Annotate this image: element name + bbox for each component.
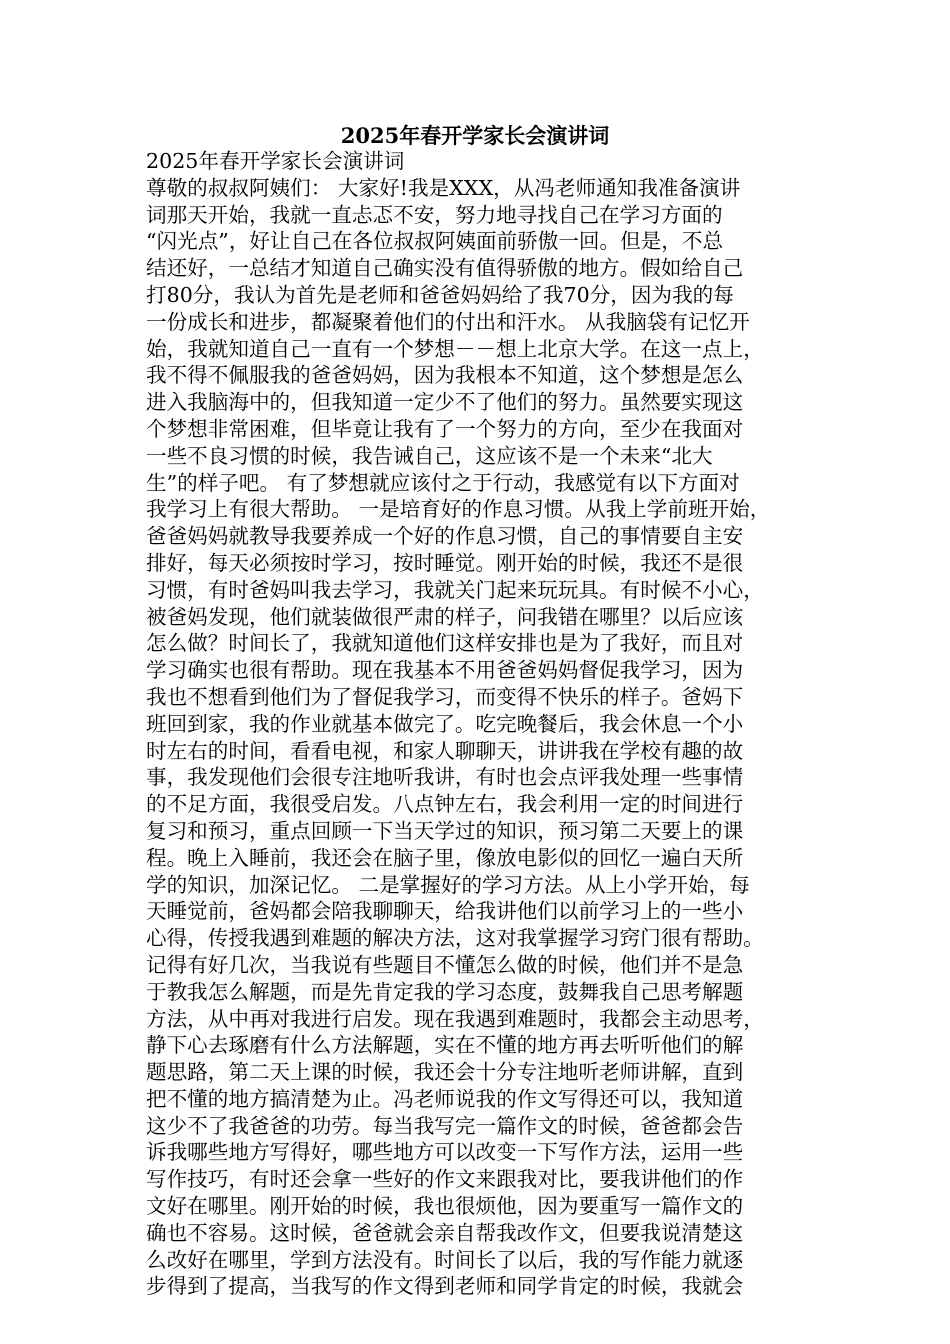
body-line: 生”的样子吧。 有了梦想就应该付之于行动，我感觉有以下方面对 xyxy=(146,470,740,495)
body-line: 个梦想非常困难，但毕竟让我有了一个努力的方向，至少在我面对 xyxy=(146,416,744,441)
body-line: 被爸妈发现，他们就装做很严肃的样子，问我错在哪里？以后应该 xyxy=(146,604,744,629)
body-line: 于教我怎么解题，而是先肯定我的学习态度，鼓舞我自己思考解题 xyxy=(146,979,744,1004)
body-line: 一份成长和进步，都凝聚着他们的付出和汗水。 从我脑袋有记忆开 xyxy=(146,309,750,334)
body-line: 习惯，有时爸妈叫我去学习，我就关门起来玩玩具。有时候不小心， xyxy=(146,577,764,602)
body-line: 爸爸妈妈就教导我要养成一个好的作息习惯，自己的事情要自主安 xyxy=(146,524,744,549)
body-line: 确也不容易。这时候，爸爸就会亲自帮我改作文，但要我说清楚这 xyxy=(146,1220,744,1245)
body-line: 进入我脑海中的，但我知道一定少不了他们的努力。虽然要实现这 xyxy=(146,390,744,415)
document-body xyxy=(146,148,822,1300)
body-line: 步得到了提高，当我写的作文得到老师和同学肯定的时候，我就会 xyxy=(146,1274,744,1299)
document-title: 2025年春开学家长会演讲词 xyxy=(340,123,610,148)
body-line: 时左右的时间，看看电视，和家人聊聊天，讲讲我在学校有趣的故 xyxy=(146,738,744,763)
body-line: 的不足方面，我很受启发。八点钟左右，我会利用一定的时间进行 xyxy=(146,792,744,817)
body-line: 事，我发现他们会很专注地听我讲，有时也会点评我处理一些事情 xyxy=(146,765,744,790)
body-line: 么改好在哪里，学到方法没有。时间长了以后，我的写作能力就逐 xyxy=(146,1247,744,1272)
body-line: 把不懂的地方搞清楚为止。冯老师说我的作文写得还可以，我知道 xyxy=(146,1086,744,1111)
body-line: 心得，传授我遇到难题的解决方法，这对我掌握学习窍门很有帮助。 xyxy=(146,926,764,951)
body-line: 我学习上有很大帮助。 一是培育好的作息习惯。从我上学前班开始， xyxy=(146,497,771,522)
body-line: 班回到家，我的作业就基本做完了。吃完晚餐后，我会休息一个小 xyxy=(146,711,744,736)
body-line: 学的知识，加深记忆。 二是掌握好的学习方法。从上小学开始，每 xyxy=(146,872,750,897)
body-line: 我不得不佩服我的爸爸妈妈，因为我根本不知道，这个梦想是怎么 xyxy=(146,363,744,388)
body-line: 结还好，一总结才知道自己确实没有值得骄傲的地方。假如给自己 xyxy=(146,256,744,281)
body-line: 程。晚上入睡前，我还会在脑子里，像放电影似的回忆一遍白天所 xyxy=(146,845,744,870)
body-line: 怎么做？时间长了，我就知道他们这样安排也是为了我好，而且对 xyxy=(146,631,744,656)
body-line: 打80分，我认为首先是老师和爸爸妈妈给了我70分，因为我的每 xyxy=(146,282,734,307)
body-line: 方法，从中再对我进行启发。现在我遇到难题时，我都会主动思考， xyxy=(146,1006,764,1031)
body-line: 诉我哪些地方写得好，哪些地方可以改变一下写作方法，运用一些 xyxy=(146,1140,744,1165)
body-line: 记得有好几次，当我说有些题目不懂怎么做的时候，他们并不是急 xyxy=(146,952,744,977)
body-line: 尊敬的叔叔阿姨们： 大家好!我是XXX，从冯老师通知我准备演讲 xyxy=(146,175,741,200)
body-line: 题思路，第二天上课的时候，我还会十分专注地听老师讲解，直到 xyxy=(146,1060,744,1085)
body-line: 写作技巧，有时还会拿一些好的作文来跟我对比，要我讲他们的作 xyxy=(146,1167,744,1192)
body-line: 排好，每天必须按时学习，按时睡觉。刚开始的时候，我还不是很 xyxy=(146,550,744,575)
body-line: 一些不良习惯的时候，我告诫自己，这应该不是一个未来“北大 xyxy=(146,443,713,468)
body-line: 这少不了我爸爸的功劳。每当我写完一篇作文的时候，爸爸都会告 xyxy=(146,1113,744,1138)
body-line: 2025年春开学家长会演讲词 xyxy=(146,149,405,173)
body-line: 复习和预习，重点回顾一下当天学过的知识，预习第二天要上的课 xyxy=(146,818,744,843)
body-line: “闪光点”，好让自己在各位叔叔阿姨面前骄傲一回。但是，不总 xyxy=(146,229,724,254)
body-line: 静下心去琢磨有什么方法解题，实在不懂的地方再去听听他们的解 xyxy=(146,1033,744,1058)
body-line: 始，我就知道自己一直有一个梦想－－想上北京大学。在这一点上， xyxy=(146,336,764,361)
body-line: 学习确实也很有帮助。现在我基本不用爸爸妈妈督促我学习，因为 xyxy=(146,658,744,683)
body-line: 天睡觉前，爸妈都会陪我聊聊天，给我讲他们以前学习上的一些小 xyxy=(146,899,744,924)
body-line: 文好在哪里。刚开始的时候，我也很烦他，因为要重写一篇作文的 xyxy=(146,1194,744,1219)
body-line: 词那天开始，我就一直忐忑不安，努力地寻找自己在学习方面的 xyxy=(146,202,723,227)
body-line: 我也不想看到他们为了督促我学习，而变得不快乐的样子。爸妈下 xyxy=(146,684,744,709)
